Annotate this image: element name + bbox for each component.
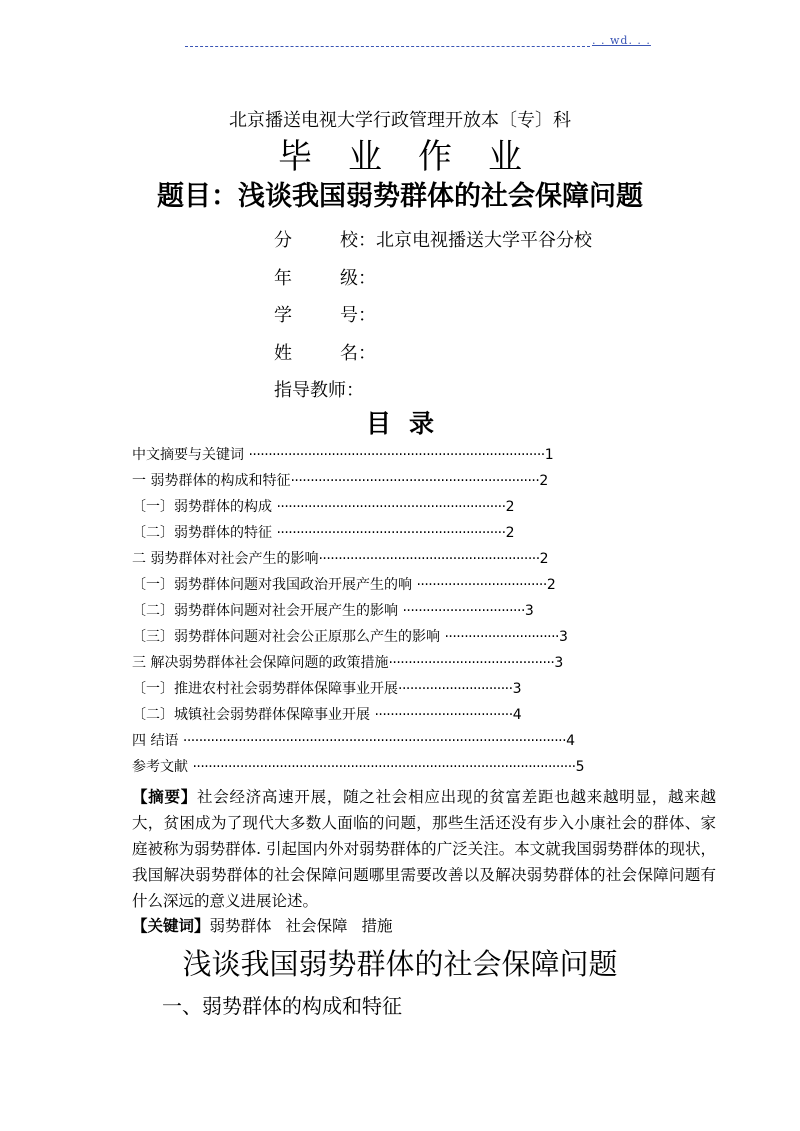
toc-item-page: 3: [559, 629, 568, 645]
toc-leader-dots: ···········································································: [248, 447, 545, 463]
toc-leader-dots: ·································································································: [192, 759, 576, 775]
toc-item[interactable]: [132, 705, 522, 725]
toc-item-page: 4: [512, 707, 522, 723]
toc-item-text: 〔一〕弱势群体的构成: [132, 499, 277, 515]
toc-item-text: 〔二〕弱势群体的特征: [132, 525, 277, 541]
toc-item-text: 〔一〕推进农村社会弱势群体保障事业开展: [132, 681, 398, 697]
info-row-grade: [274, 264, 376, 290]
info-value: 北京电视播送大学平谷分校: [376, 230, 592, 251]
toc-leader-dots: ·································: [416, 577, 547, 593]
abstract-tag: 【摘要】: [132, 788, 197, 806]
toc-item[interactable]: [132, 497, 515, 517]
toc-item[interactable]: [132, 627, 568, 647]
toc-item[interactable]: [132, 731, 575, 751]
toc-item-page: 2: [505, 525, 515, 541]
toc-item-text: 〔一〕弱势群体问题对我国政治开展产生的响: [132, 577, 417, 593]
main-title: 浅谈我国弱势群体的社会保障问题: [182, 947, 618, 981]
header-link[interactable]: . . wd. . .: [592, 34, 651, 47]
toc-item-text: 一 弱势群体的构成和特征: [132, 473, 291, 489]
toc-leader-dots: ··········································: [388, 655, 555, 671]
toc-leader-dots: ··························································: [276, 525, 506, 541]
toc-leader-dots: ···································: [374, 707, 513, 723]
info-label: 姓名: [274, 343, 358, 364]
toc-item-text: 二 弱势群体对社会产生的影响: [132, 551, 319, 567]
toc-leader-dots: ·································································································: [182, 733, 567, 749]
toc-item-text: 中文摘要与关键词: [132, 447, 249, 463]
toc-item-page: 1: [544, 447, 554, 463]
keyword: 弱势群体: [209, 917, 272, 935]
toc-title: 目录: [365, 409, 452, 438]
info-row-name: [274, 339, 376, 365]
toc-leader-dots: ························································: [318, 551, 540, 567]
toc-item-page: 5: [575, 759, 585, 775]
info-label: 学号: [274, 305, 358, 326]
info-colon: ：: [358, 305, 376, 326]
toc-item[interactable]: [132, 679, 521, 699]
toc-item[interactable]: [132, 523, 515, 543]
toc-item[interactable]: [132, 653, 563, 673]
toc-item-text: 〔三〕弱势群体问题对社会公正原那么产生的影响: [132, 629, 445, 645]
toc-item-page: 3: [512, 681, 522, 697]
info-colon: ：: [358, 268, 376, 289]
toc-item-page: 4: [566, 733, 575, 749]
toc-item-text: 三 解决弱势群体社会保障问题的政策措施: [132, 655, 389, 671]
header-dashed-rule: [185, 34, 590, 47]
toc-item-page: 2: [539, 473, 549, 489]
toc-item-page: 3: [524, 603, 534, 619]
toc-item-page: 2: [539, 551, 549, 567]
toc-item-page: 3: [554, 655, 564, 671]
toc-leader-dots: ··························································: [276, 499, 506, 515]
abstract-paragraph: [132, 784, 716, 914]
keyword: 措施: [361, 917, 393, 935]
toc-leader-dots: ·······························································: [290, 473, 540, 489]
toc-item-text: 〔二〕城镇社会弱势群体保障事业开展: [132, 707, 375, 723]
keywords-line: [132, 914, 407, 936]
topic-title: 题目：浅谈我国弱势群体的社会保障问题: [157, 181, 643, 212]
info-label: 年级: [274, 268, 358, 289]
toc-item-page: 2: [505, 499, 515, 515]
info-label: 指导教师: [274, 380, 346, 401]
info-label: 分校: [274, 230, 358, 251]
toc-item[interactable]: [132, 471, 548, 491]
university-line: 北京播送电视大学行政管理开放本〔专〕科: [229, 110, 571, 131]
info-colon: ：: [346, 380, 364, 401]
section-heading: 一、弱势群体的构成和特征: [162, 994, 402, 1018]
info-row-advisor: [274, 376, 364, 402]
toc-item[interactable]: [132, 601, 534, 621]
keyword: 社会保障: [285, 917, 348, 935]
abstract-text: 社会经济高速开展，随之社会相应出现的贫富差距也越来越明显，越来越大，贫困成为了现代大多数人面临的问题，那些生活还没有步入小康社会的群体、家庭被称为弱势群体. 引起国内外对弱势群体的广泛关注。本文就我国弱势群体的现状，我国解决弱势群体的社会保障问题哪里需要改善以及解决弱势群体的社会保障问题有什么深远的意义进展论述。: [132, 788, 716, 910]
homework-title: 毕业作业: [278, 137, 558, 177]
info-row-branch: [274, 226, 592, 252]
toc-item-page: 2: [546, 577, 556, 593]
toc-leader-dots: ·····························: [444, 629, 560, 645]
keywords-tag: 【关键词】: [132, 917, 210, 935]
info-colon: ：: [358, 343, 376, 364]
info-row-student-id: [274, 301, 376, 327]
toc-item-text: 〔二〕弱势群体问题对社会开展产生的影响: [132, 603, 403, 619]
toc-item-text: 四 结语: [132, 733, 183, 749]
toc-item[interactable]: [132, 757, 585, 777]
toc-leader-dots: ·····························: [398, 681, 513, 697]
toc-item[interactable]: [132, 445, 554, 465]
toc-item[interactable]: [132, 549, 549, 569]
toc-item-text: 参考文献: [132, 759, 193, 775]
info-colon: ：: [358, 230, 376, 251]
toc-item[interactable]: [132, 575, 556, 595]
toc-leader-dots: ·······························: [402, 603, 525, 619]
